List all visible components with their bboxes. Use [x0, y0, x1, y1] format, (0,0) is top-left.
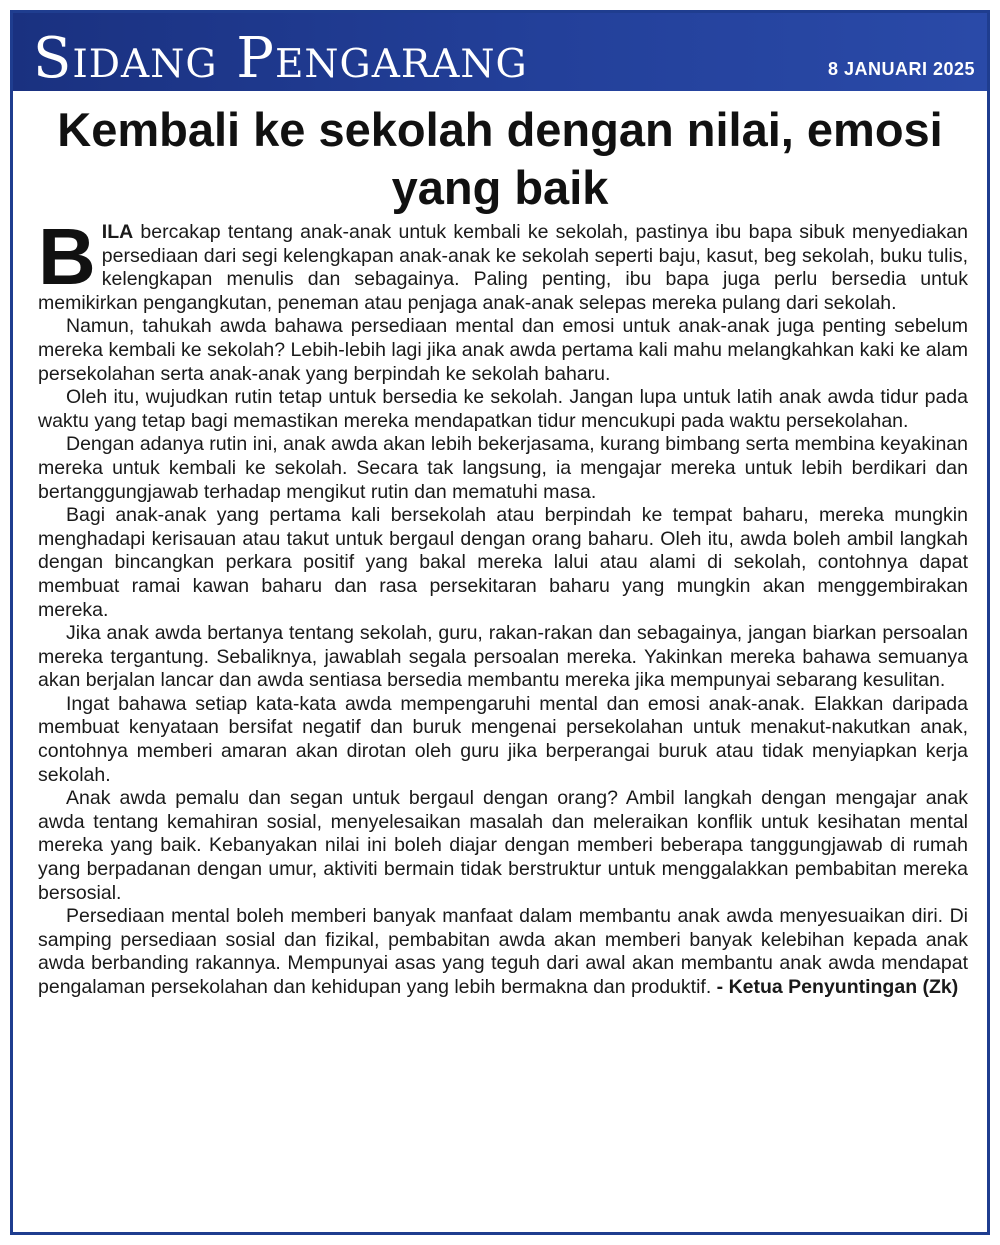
article-body — [38, 212, 969, 1000]
masthead-band — [13, 13, 987, 91]
paragraph: Namun, tahukah awda bahawa persediaan mental dan emosi untuk anak-anak juga penting sebelum mereka kembali ke sekolah? Lebih-lebih lagi jika anak awda pertama kali mahu melangkahkan kaki ke alam persekolahan serta anak-anak yang berpindah ke sekolah baharu. — [38, 315, 969, 385]
paragraph: Bagi anak-anak yang pertama kali bersekolah atau berpindah ke tempat baharu, mereka mungkin menghadapi kerisauan atau takut untuk bergaul dengan orang baharu. Oleh itu, awda boleh ambil langkah dengan bincangkan perkara positif yang bakal mereka lalui atau alami di sekolah, contohnya dapat membuat ramai kawan baharu dan rasa persekitaran baharu yang mungkin akan menggembirakan mereka. — [38, 504, 968, 621]
author-credit: - Ketua Penyuntingan (Zk) — [716, 976, 959, 998]
last-paragraph-text: Persediaan mental boleh memberi banyak manfaat dalam membantu anak awda menyesuaikan diri. Di samping persediaan sosial dan fizikal, pembabitan awda akan memberi banyak kelebihan kepada anak awda berbanding rakannya. Mempunyai asas yang teguh dari awal akan membantu anak awda mendapat pengalaman persekolahan dan kehidupan yang lebih bermakna dan produktif. — [38, 905, 968, 998]
article-headline: Kembali ke sekolah dengan nilai, emosi yang baik — [57, 103, 943, 214]
editorial-page — [10, 10, 990, 1235]
masthead-title: Sidang Pengarang — [33, 26, 528, 91]
drop-cap: B — [38, 212, 96, 301]
paragraph-1-text: bercakap tentang anak-anak untuk kembali ke sekolah, pastinya ibu bapa sibuk menyediakan persediaan dari segi kelengkapan anak-anak ke sekolah seperti baju, kasut, beg sekolah, buku tulis, kelengkapan menulis dan sebagainya. Paling penting, ibu bapa juga perlu bersedia untuk memikirkan pengangkutan, peneman atau penjaga anak-anak selepas mereka pulang dari sekolah. — [38, 221, 968, 314]
paragraph: Dengan adanya rutin ini, anak awda akan lebih bekerjasama, kurang bimbang serta membina keyakinan mereka untuk kembali ke sekolah. Secara tak langsung, ia mengajar mereka untuk lebih berdikari dan bertanggungjawab terhadap mengikut rutin dan mematuhi masa. — [38, 433, 968, 503]
paragraph: Jika anak awda bertanya tentang sekolah, guru, rakan-rakan dan sebagainya, jangan biarkan persoalan mereka tergantung. Sebaliknya, jawablah segala persoalan mereka. Yakinkan mereka bahawa semuanya akan berjalan lancar dan awda sentiasa bersedia membantu mereka jika mempunyai sebarang kesulitan. — [38, 622, 968, 692]
publication-date: 8 JANUARI 2025 — [827, 59, 975, 79]
paragraph: Ingat bahawa setiap kata-kata awda mempengaruhi mental dan emosi anak-anak. Elakkan daripada membuat kenyataan bersifat negatif dan buruk mengenai persekolahan untuk menakut-nakutkan anak, contohnya memberi amaran akan dirotan oleh guru jika berperangai buruk atau tidak menyiapkan kerja sekolah. — [38, 692, 968, 786]
paragraph: Anak awda pemalu dan segan untuk bergaul dengan orang? Ambil langkah dengan mengajar anak awda tentang kemahiran sosial, menyelesaikan masalah dan meleraikan konflik untuk kesihatan mental mereka yang baik. Kebanyakan nilai ini boleh diajar dengan memberi beberapa tanggungjawab di rumah yang berpadanan dengan umur, aktiviti bermain tidak berstruktur untuk menggalakkan pembabitan mereka bersosial. — [38, 787, 968, 904]
lead-word: ILA — [101, 221, 134, 243]
paragraph: Oleh itu, wujudkan rutin tetap untuk bersedia ke sekolah. Jangan lupa untuk latih anak awda tidur pada waktu yang tetap bagi memastikan mereka mendapatkan tidur mencukupi pada waktu persekolahan. — [38, 386, 968, 432]
paragraph-last — [38, 905, 968, 999]
paragraph-1 — [38, 212, 968, 315]
